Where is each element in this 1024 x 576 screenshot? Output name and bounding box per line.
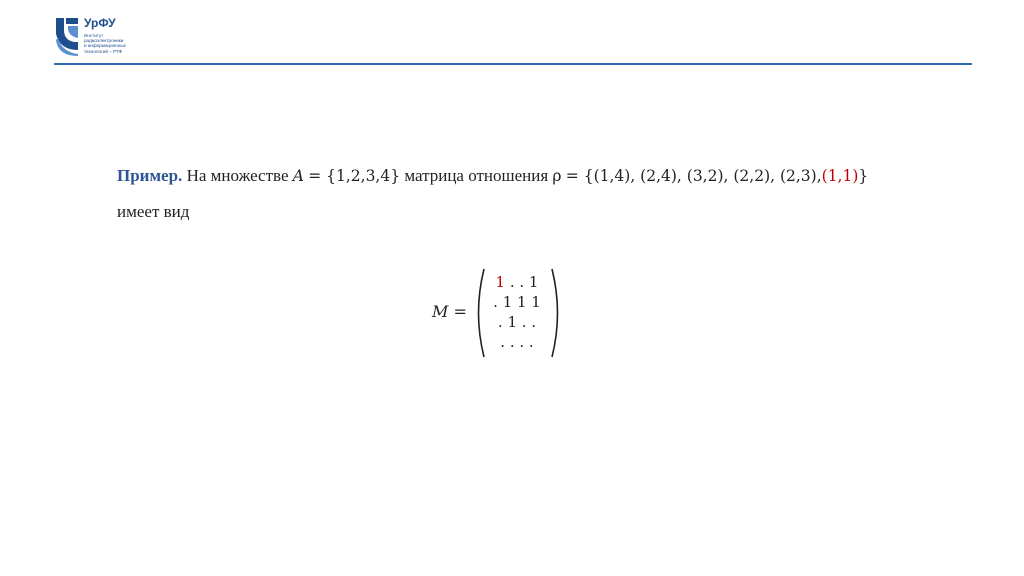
- example-label: Пример.: [117, 166, 183, 185]
- matrix-row: [486, 332, 548, 352]
- matrix-row: [486, 272, 548, 292]
- matrix-row: [486, 292, 548, 312]
- matrix-cell: .: [500, 333, 506, 351]
- relation-pair-highlight: (1,1): [821, 167, 859, 185]
- logo-subtitle-line: радиоэлектроники: [84, 38, 124, 44]
- matrix-row: [486, 312, 548, 332]
- matrix-cell: .: [497, 313, 503, 331]
- logo-title: УрФУ: [84, 16, 116, 30]
- matrix-label: [432, 302, 467, 321]
- right-parenthesis: [550, 268, 564, 358]
- matrix-cell: 1: [495, 273, 506, 291]
- matrix-cell: 1 . .: [507, 313, 537, 331]
- matrix-label-text: M =: [432, 302, 467, 321]
- matrix-cell: 1 1 1: [502, 293, 541, 311]
- text-relation-matrix: матрица отношения: [404, 166, 549, 185]
- example-sentence: [117, 166, 868, 186]
- logo-subtitle-line: технологий – РТФ: [84, 48, 122, 54]
- matrix-rows: [486, 272, 548, 352]
- text-on-set: На множестве: [186, 166, 289, 185]
- set-variable: A: [292, 167, 304, 185]
- matrix-cell: . . 1: [509, 273, 539, 291]
- set-value: = {1,2,3,4}: [308, 167, 401, 185]
- rho-symbol: ρ: [552, 167, 562, 185]
- logo-subtitle: [84, 33, 154, 54]
- logo-subtitle-line: Институт: [84, 33, 104, 38]
- example-sentence-continued: имеет вид: [117, 202, 190, 221]
- urfu-logo-icon: [54, 16, 80, 56]
- relation-close-brace: }: [858, 167, 869, 185]
- matrix-cell: .: [493, 293, 498, 311]
- matrix-cell: . . .: [509, 333, 534, 351]
- logo-subtitle-line: и информационных: [84, 43, 126, 49]
- header-divider: [54, 63, 972, 65]
- left-parenthesis: [472, 268, 486, 358]
- relation-pairs: = {(1,4), (2,4), (3,2), (2,2), (2,3),: [565, 167, 822, 185]
